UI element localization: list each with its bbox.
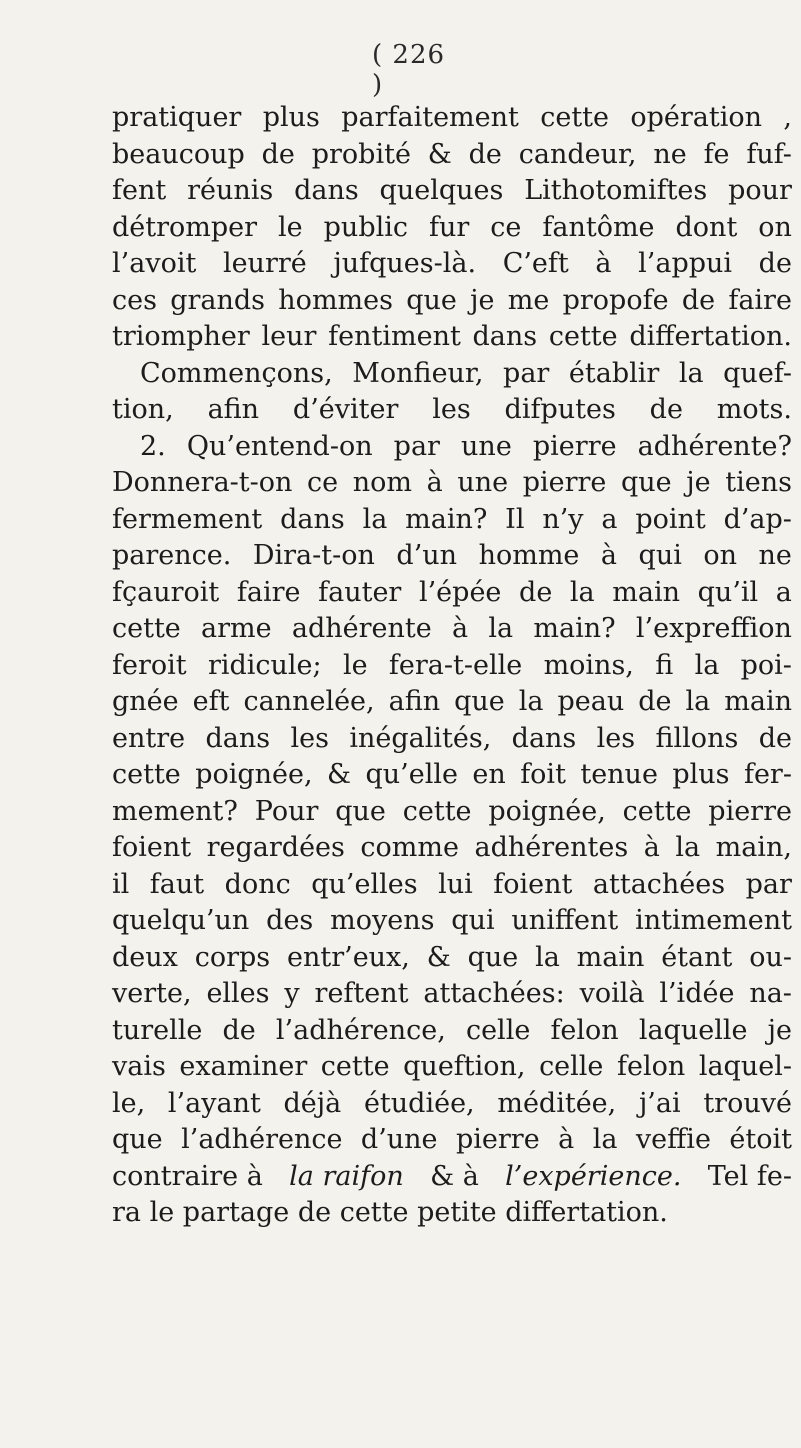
- word: fauter: [318, 576, 402, 608]
- word: il: [112, 868, 130, 900]
- word: probité: [311, 138, 411, 170]
- word: des: [266, 905, 314, 936]
- word: main,: [715, 832, 792, 863]
- word: attachées:: [423, 978, 565, 1009]
- word: intimement: [635, 905, 792, 936]
- word: cette: [112, 759, 181, 790]
- word: leur: [261, 321, 317, 352]
- text-line: [112, 1013, 792, 1050]
- word: par: [503, 357, 550, 389]
- word: dans: [511, 722, 577, 754]
- word: qu’il: [697, 576, 759, 608]
- word: que: [112, 1124, 163, 1155]
- word: l’épée: [418, 576, 502, 608]
- text-line: [112, 137, 792, 174]
- word: nom: [352, 467, 412, 498]
- word: cette: [402, 795, 472, 827]
- word: le: [278, 211, 303, 243]
- word: peau: [557, 686, 625, 717]
- word: l’appui: [638, 248, 733, 279]
- word: réunis: [187, 175, 274, 206]
- text-line: [112, 794, 792, 831]
- word: une: [457, 467, 509, 498]
- word: adhérentes: [474, 832, 629, 863]
- word: trouvé: [703, 1087, 792, 1119]
- word: on: [758, 211, 792, 243]
- word: jufques-là.: [333, 248, 477, 279]
- word: &: [427, 138, 452, 170]
- word: uniffent: [511, 905, 619, 936]
- text-line: [112, 575, 792, 612]
- word: l’adhérence: [181, 1124, 343, 1155]
- word: afin: [207, 394, 260, 425]
- word: poignée,: [195, 759, 313, 790]
- text-line: [112, 611, 792, 648]
- word: étudiée,: [363, 1087, 475, 1119]
- text-line: [112, 100, 792, 137]
- word: fentiment: [328, 321, 461, 352]
- word: faire: [236, 576, 301, 608]
- word: adhérente: [291, 613, 432, 644]
- word: la: [362, 503, 388, 535]
- word: Il: [505, 503, 525, 535]
- word: main?: [405, 503, 488, 535]
- word: gnée: [112, 686, 179, 717]
- word: les: [596, 722, 636, 754]
- word: felon: [550, 1014, 619, 1046]
- word: dont: [675, 211, 738, 243]
- word: homme: [478, 540, 580, 571]
- word: mots.: [716, 394, 792, 425]
- word: pierre: [455, 1124, 540, 1155]
- word: &: [327, 759, 352, 790]
- word: une: [461, 430, 512, 462]
- word: la: [518, 686, 544, 717]
- word: cette: [548, 321, 618, 352]
- word: voilà: [579, 978, 645, 1009]
- word: tiens: [725, 467, 792, 498]
- word: fillons: [655, 722, 739, 754]
- word: me: [507, 284, 550, 316]
- word: on: [703, 540, 738, 571]
- word: ces: [112, 284, 157, 316]
- text-line: [112, 721, 792, 758]
- word: fantôme: [542, 211, 655, 243]
- word: ne: [758, 540, 792, 571]
- word: la: [675, 832, 701, 863]
- word: le: [342, 649, 368, 681]
- word: poignée,: [488, 795, 606, 827]
- word: ce: [490, 211, 522, 243]
- word: opération: [630, 102, 762, 133]
- word: reftent: [314, 978, 409, 1009]
- text-line: [112, 502, 792, 539]
- word: entr’eux,: [286, 941, 410, 973]
- word: inégalités,: [349, 722, 492, 754]
- word: l’avoit: [112, 248, 197, 279]
- word: la: [535, 941, 560, 973]
- word: la: [569, 576, 595, 608]
- word: l’ayant: [167, 1087, 261, 1119]
- word: ce: [307, 467, 339, 498]
- word: ou-: [749, 941, 792, 973]
- word: à: [643, 832, 660, 863]
- word: qu’elles: [311, 868, 418, 900]
- word: cette: [320, 1051, 390, 1082]
- word: par: [393, 430, 440, 462]
- word: felon: [616, 1051, 686, 1082]
- word: elles: [206, 978, 270, 1009]
- word: tenue: [580, 759, 658, 790]
- word: je: [686, 467, 711, 498]
- word: moins,: [543, 649, 634, 681]
- word: d’ap-: [723, 503, 792, 535]
- word: Lithotomiftes: [524, 175, 708, 206]
- word: fer-: [743, 759, 792, 790]
- word: la: [678, 357, 704, 389]
- word: en: [472, 759, 506, 790]
- word: faire: [728, 284, 792, 316]
- text-line: [112, 319, 792, 356]
- word: quelques: [379, 175, 504, 206]
- text-line: [112, 976, 792, 1013]
- word: ridicule;: [207, 649, 322, 681]
- word: dans: [294, 175, 359, 206]
- word: Dira-t-on: [252, 540, 375, 571]
- word: qui: [638, 540, 682, 571]
- word: quef-: [723, 357, 792, 389]
- word: fera-t-elle: [388, 649, 523, 681]
- word: ne: [653, 138, 687, 170]
- word: na-: [749, 978, 792, 1009]
- word: de: [758, 248, 792, 279]
- word: ,: [783, 102, 792, 133]
- word: que: [335, 795, 386, 827]
- word: eft: [192, 686, 230, 717]
- word: fuf-: [746, 138, 792, 170]
- word: de: [468, 138, 502, 170]
- word: que: [406, 284, 457, 316]
- word: de: [681, 284, 716, 316]
- word: cette: [622, 795, 692, 827]
- text-line: [112, 940, 792, 977]
- word: fent: [112, 175, 167, 206]
- word: laquel-: [698, 1051, 792, 1082]
- word: main?: [533, 613, 616, 644]
- text-span: contraire à: [112, 1160, 263, 1192]
- word: n’y: [542, 503, 584, 535]
- word: faut: [149, 868, 205, 900]
- word: de: [758, 722, 792, 754]
- word: l’expreffion: [635, 613, 792, 644]
- text-line: [112, 1049, 792, 1086]
- text-line: [112, 538, 792, 575]
- word: pierre: [532, 430, 617, 462]
- word: fçauroit: [112, 576, 220, 608]
- word: l’idée: [659, 978, 735, 1009]
- word: beaucoup: [112, 138, 245, 170]
- word: fur: [428, 211, 470, 243]
- word: à: [600, 540, 618, 571]
- word: d’éviter: [292, 394, 399, 425]
- word: verte,: [112, 978, 192, 1009]
- word: dans: [280, 503, 345, 535]
- word: lui: [438, 868, 473, 900]
- text-line: [112, 1122, 792, 1159]
- word: à: [558, 1124, 575, 1155]
- word: qu’elle: [365, 759, 458, 790]
- word: moyens: [330, 905, 435, 936]
- word: dans: [472, 321, 538, 352]
- word: dans: [205, 722, 271, 754]
- word: de: [519, 576, 553, 608]
- text-line: [112, 246, 792, 283]
- word: Monfieur,: [352, 357, 484, 389]
- text-line-last: ra le partage de cette petite differtation.: [112, 1197, 668, 1228]
- word: afin: [388, 686, 441, 717]
- word: comme: [360, 832, 459, 863]
- word: que: [621, 467, 672, 498]
- text-line: [112, 903, 792, 940]
- word: veffie: [635, 1124, 711, 1155]
- word: examiner: [179, 1051, 308, 1082]
- word: quelqu’un: [112, 905, 250, 936]
- word: qui: [451, 905, 495, 936]
- word: main: [612, 576, 681, 608]
- word: de: [649, 394, 683, 425]
- word: difputes: [504, 394, 616, 425]
- word: poi-: [740, 649, 792, 681]
- word: fermement: [112, 503, 263, 535]
- text-line: [112, 867, 792, 904]
- word: j’ai: [638, 1087, 681, 1119]
- word: le,: [112, 1087, 146, 1119]
- text-line: [112, 356, 792, 393]
- word: de: [638, 686, 672, 717]
- word: main: [724, 686, 792, 717]
- word: je: [470, 284, 495, 316]
- word: candeur,: [518, 138, 637, 170]
- word: vais: [112, 1051, 166, 1082]
- word: adhérente?: [637, 430, 792, 462]
- word: a: [775, 576, 792, 608]
- word: foient: [493, 868, 573, 900]
- text-line: [112, 830, 792, 867]
- word: étant: [661, 941, 733, 973]
- text-span: & à: [430, 1160, 479, 1192]
- word: differtation.: [629, 321, 792, 352]
- text-line: [112, 757, 792, 794]
- word: les: [290, 722, 329, 754]
- word: C’eft: [502, 248, 569, 279]
- italic-text: l’expérience.: [505, 1160, 682, 1192]
- text-line: [112, 429, 792, 466]
- word: plus: [672, 759, 730, 790]
- word: les: [432, 394, 471, 425]
- word: que: [467, 941, 519, 973]
- word: d’un: [396, 540, 458, 571]
- word: triompher: [112, 321, 250, 352]
- word: Commençons,: [140, 357, 333, 389]
- word: pierre: [708, 795, 792, 827]
- word: fi: [655, 649, 674, 681]
- word: cannelée,: [243, 686, 375, 717]
- word: celle: [465, 1014, 531, 1046]
- word: pour: [728, 175, 792, 206]
- word: 2.: [140, 430, 166, 462]
- word: regardées: [206, 832, 345, 863]
- word: établir: [568, 357, 660, 389]
- word: turelle: [112, 1014, 203, 1046]
- word: grands: [170, 284, 266, 316]
- word: hommes: [278, 284, 393, 316]
- word: deux: [112, 941, 178, 973]
- word: d’une: [360, 1124, 438, 1155]
- word: détromper: [112, 211, 258, 243]
- body-text: [112, 100, 792, 1232]
- word: par: [745, 868, 792, 900]
- word: queftion,: [403, 1051, 526, 1082]
- word: déjà: [283, 1087, 342, 1119]
- word: main: [576, 941, 645, 973]
- word: corps: [194, 941, 271, 973]
- word: entre: [112, 722, 186, 754]
- word: méditée,: [497, 1087, 617, 1119]
- text-line: [112, 684, 792, 721]
- word: donc: [224, 868, 291, 900]
- word: parfaitement: [341, 102, 519, 133]
- word: Qu’entend-on: [186, 430, 373, 462]
- word: y: [284, 978, 300, 1009]
- word: pratiquer: [112, 102, 242, 133]
- text-line: [112, 210, 792, 247]
- word: la: [592, 1124, 618, 1155]
- word: à: [426, 467, 443, 498]
- word: de: [261, 138, 295, 170]
- text-line: [112, 465, 792, 502]
- word: étoit: [729, 1124, 792, 1155]
- word: cette: [112, 613, 181, 644]
- word: l’adhérence,: [275, 1014, 446, 1046]
- word: celle: [539, 1051, 604, 1082]
- word: a: [601, 503, 618, 535]
- word: parence.: [112, 540, 232, 571]
- word: arme: [201, 613, 272, 644]
- word: à: [452, 613, 469, 644]
- text-line: [112, 283, 792, 320]
- word: foit: [520, 759, 566, 790]
- text-line-italic-refs: [112, 1159, 792, 1196]
- word: à: [595, 248, 612, 279]
- word: mement?: [112, 795, 238, 827]
- word: foient: [112, 832, 192, 863]
- text-span: Tel fe-: [707, 1160, 792, 1192]
- word: Donnera-t-on: [112, 467, 293, 498]
- word: plus: [262, 102, 320, 133]
- word: feroit: [112, 649, 187, 681]
- word: la: [488, 613, 514, 644]
- text-line: [112, 1086, 792, 1123]
- text-line: [112, 173, 792, 210]
- word: laquelle: [638, 1014, 748, 1046]
- word: point: [635, 503, 706, 535]
- word: Pour: [254, 795, 319, 827]
- italic-text: la raifon: [289, 1160, 404, 1192]
- word: propofe: [562, 284, 669, 316]
- word: cette: [540, 102, 609, 133]
- word: je: [767, 1014, 792, 1046]
- word: &: [426, 941, 451, 973]
- word: leurré: [222, 248, 307, 279]
- text-line: [112, 648, 792, 685]
- word: public: [323, 211, 408, 243]
- text-line: [112, 392, 792, 429]
- page-number: ( 226 ): [372, 40, 446, 100]
- word: que: [454, 686, 505, 717]
- word: de: [222, 1014, 256, 1046]
- word: attachées: [592, 868, 726, 900]
- word: la: [685, 686, 711, 717]
- word: pierre: [522, 467, 607, 498]
- word: la: [694, 649, 720, 681]
- word: tion,: [112, 394, 174, 425]
- word: fe: [703, 138, 730, 170]
